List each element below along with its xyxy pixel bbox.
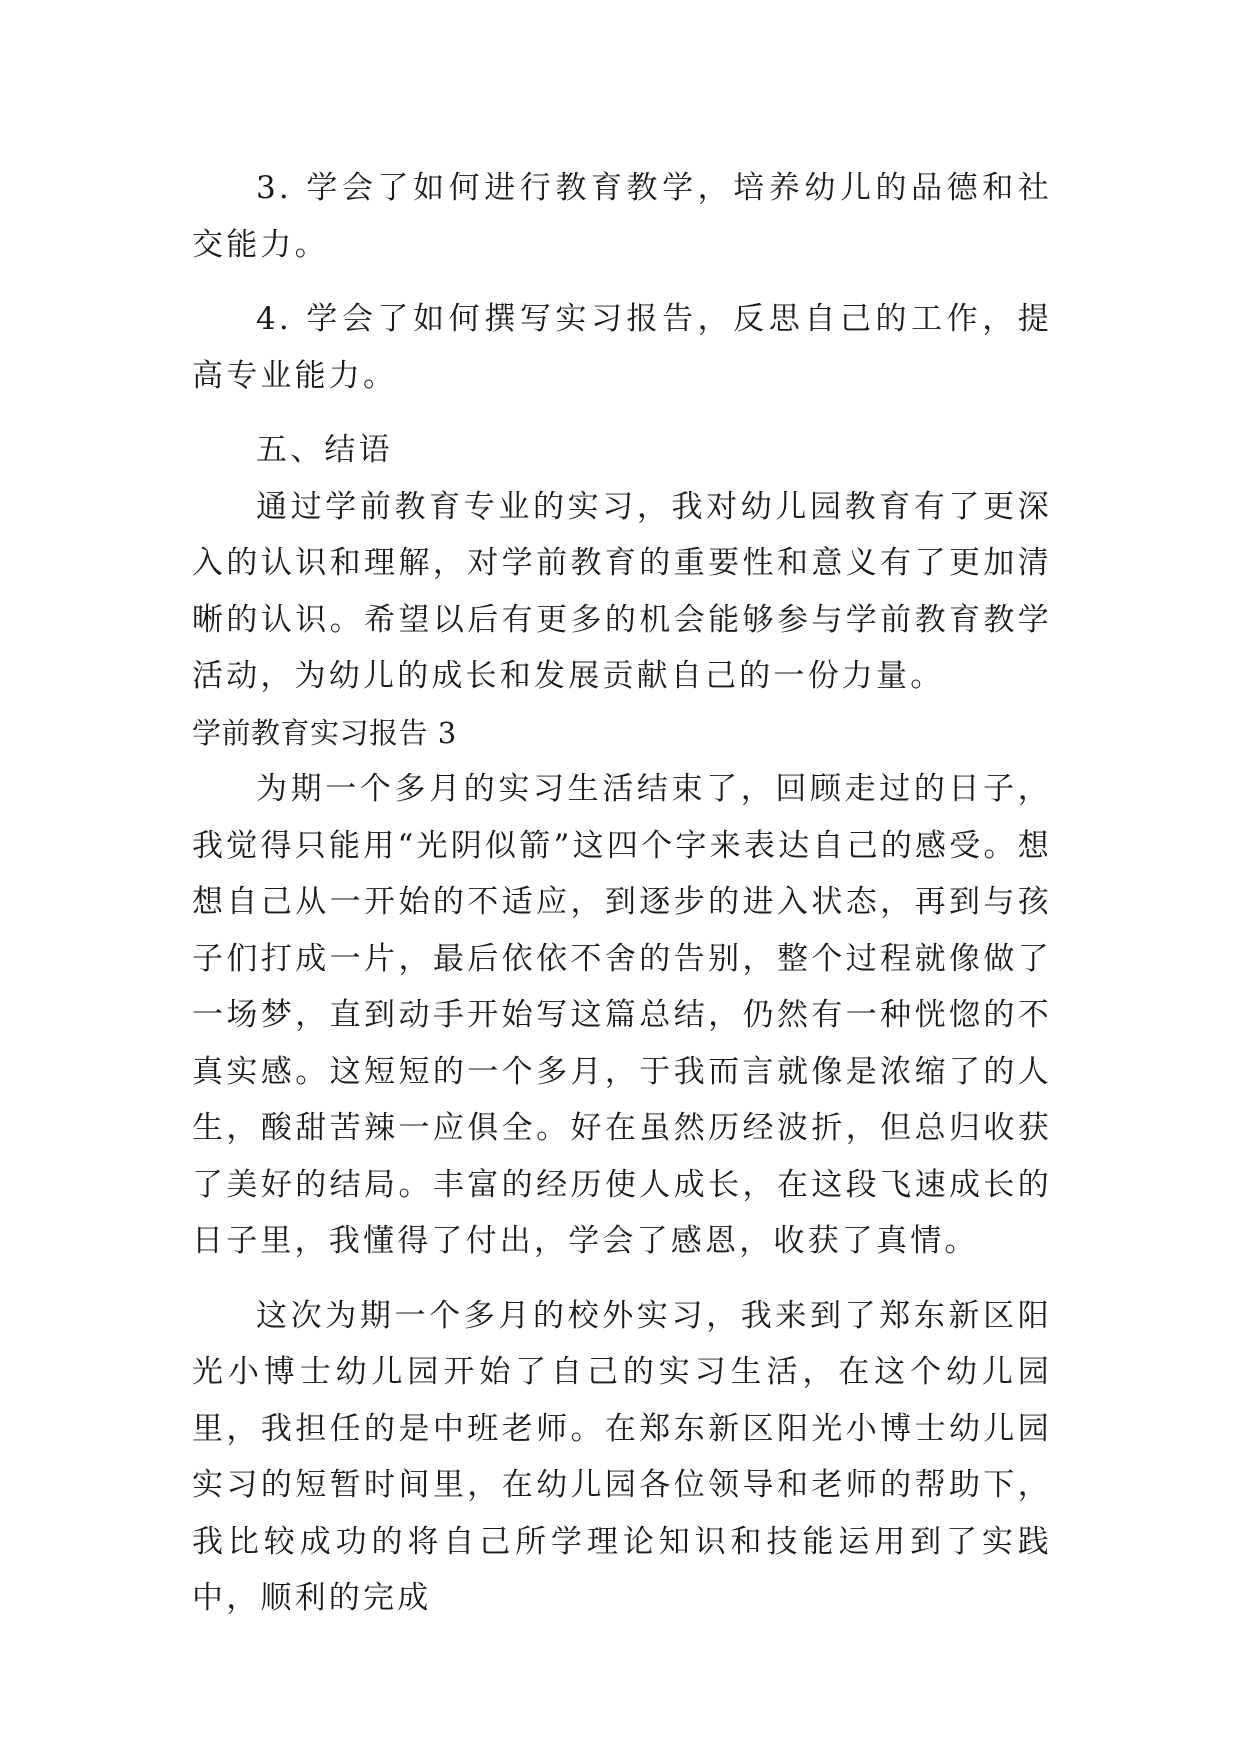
paragraph-gap bbox=[192, 1270, 1052, 1288]
report-3-paragraph-2: 这次为期一个多月的校外实习，我来到了郑东新区阳光小博士幼儿园开始了自己的实习生活，在这个幼儿园里，我担任的是中班老师。在郑东新区阳光小博士幼儿园实习的短暂时间里，在幼儿园各位领导和老师的帮助下，我比较成功的将自己所学理论知识和技能运用到了实践中，顺利的完成 bbox=[192, 1297, 1052, 1616]
report-3-paragraph-1: 为期一个多月的实习生活结束了，回顾走过的日子，我觉得只能用“光阴似箭”这四个字来表达自己的感受。想想自己从一开始的不适应，到逐步的进入状态，再到与孩子们打成一片，最后依依不舍的告别，整个过程就像做了一场梦，直到动手开始写这篇总结，仍然有一种恍惚的不真实感。这短短的一个多月，于我而言就像是浓缩了的人生，酸甜苦辣一应俱全。好在虽然历经波折，但总归收获了美好的结局。丰富的经历使人成长，在这段飞速成长的日子里，我懂得了付出，学会了感恩，收获了真情。 bbox=[192, 771, 1052, 1259]
report-3-title: 学前教育实习报告 3 bbox=[192, 715, 457, 750]
list-item-4: 4. 学会了如何撰写实习报告，反思自己的工作，提高专业能力。 bbox=[192, 301, 1052, 394]
document-body bbox=[192, 160, 1052, 1627]
section-heading-conclusion: 五、结语 bbox=[256, 432, 393, 468]
paragraph-gap bbox=[192, 273, 1052, 291]
paragraph-gap bbox=[192, 404, 1052, 422]
list-item-3: 3. 学会了如何进行教育教学，培养幼儿的品德和社交能力。 bbox=[192, 170, 1052, 263]
conclusion-paragraph: 通过学前教育专业的实习，我对幼儿园教育有了更深入的认识和理解，对学前教育的重要性和意义有了更加清晰的认识。希望以后有更多的机会能够参与学前教育教学活动，为幼儿的成长和发展贡献自己的一份力量。 bbox=[192, 488, 1052, 694]
